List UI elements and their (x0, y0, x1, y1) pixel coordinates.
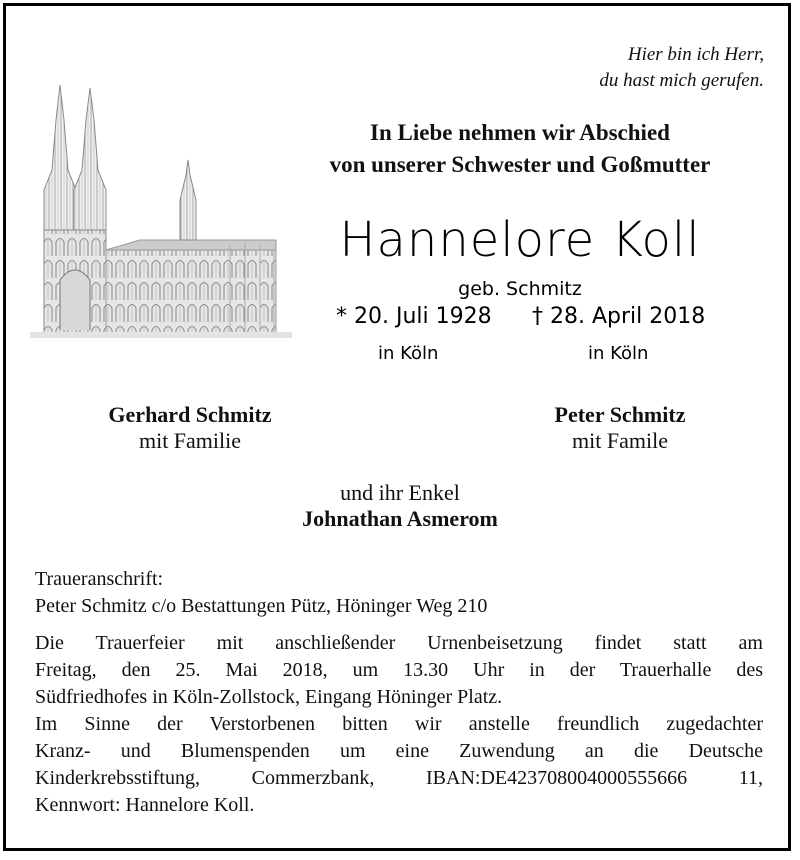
mourner-left (60, 402, 320, 454)
birth-place: in Köln (378, 343, 439, 364)
death-place: in Köln (588, 343, 649, 364)
motto-line-2: du hast mich gerufen. (599, 70, 764, 91)
mourner-right (490, 402, 750, 454)
grandchild-intro: und ihr Enkel (340, 480, 460, 505)
mourner-right-name: Peter Schmitz (554, 402, 686, 427)
donation-line-2: Kranz- und Blumenspenden um eine Zuwendung an die Deutsche (35, 740, 763, 762)
mourner-right-sub: mit Famile (572, 428, 668, 453)
intro-line-2: von unserer Schwester und Goßmutter (329, 152, 711, 177)
motto-line-1: Hier bin ich Herr, (627, 44, 764, 65)
ceremony-line-1: Die Trauerfeier mit anschließender Urnenbeisetzung findet statt am (35, 632, 763, 654)
life-dates (336, 304, 492, 329)
grandchild (240, 480, 560, 532)
donation-line-3: Kinderkrebsstiftung, Commerzbank, IBAN:DE423708004000555666 11, (35, 767, 763, 789)
birth-date: * 20. Juli 1928 (336, 304, 492, 329)
mourner-left-sub: mit Familie (138, 428, 242, 453)
ceremony-line-3: Südfriedhofes in Köln-Zollstock, Eingang Höninger Platz. (35, 686, 503, 708)
motto (599, 42, 764, 94)
death-dates (532, 304, 705, 329)
donation-line-1: Im Sinne der Verstorbenen bitten wir anstelle freundlich zugedachter (35, 713, 763, 735)
birth-name: geb. Schmitz (458, 278, 582, 300)
address-block (35, 566, 763, 620)
death-date: † 28. April 2018 (532, 304, 706, 329)
farewell-intro (290, 117, 750, 181)
donation-line-4: Kennwort: Hannelore Koll. (35, 794, 255, 816)
cathedral-illustration (30, 80, 292, 342)
address-label: Traueranschrift: (35, 568, 164, 590)
deceased-name: Hannelore Koll (339, 212, 701, 268)
intro-line-1: In Liebe nehmen wir Abschied (370, 120, 670, 145)
donation-block (35, 711, 763, 819)
mourner-left-name: Gerhard Schmitz (108, 402, 272, 427)
ceremony-line-2: Freitag, den 25. Mai 2018, um 13.30 Uhr in der Trauerhalle des (35, 659, 763, 681)
grandchild-name: Johnathan Asmerom (302, 506, 498, 531)
address-value: Peter Schmitz c/o Bestattungen Pütz, Höninger Weg 210 (35, 595, 488, 617)
ceremony-block (35, 630, 763, 711)
